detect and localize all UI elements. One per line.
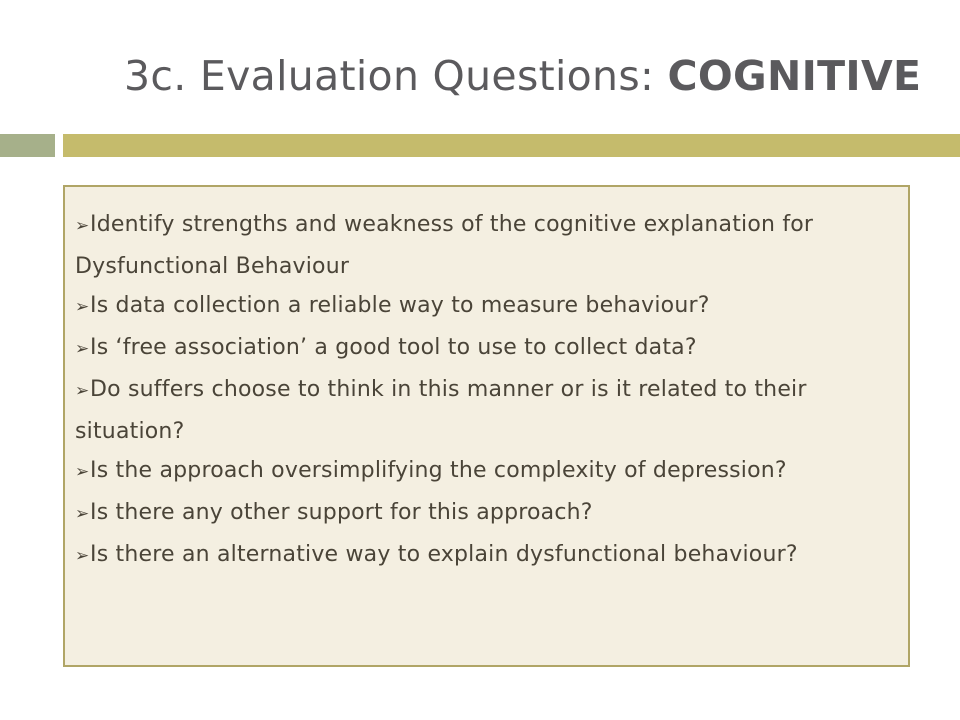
- arrow-bullet-icon: ➢: [75, 380, 90, 401]
- bullet-list: [75, 205, 900, 576]
- arrow-bullet-icon: ➢: [75, 503, 90, 524]
- bullet-text: Is the approach oversimplifying the complexity of depression?: [90, 458, 787, 484]
- bullet-text: Is there an alternative way to explain dysfunctional behaviour?: [90, 541, 798, 567]
- bullet-text: Do suffers choose to think in this manner or is it related to their situation?: [75, 376, 807, 444]
- arrow-bullet-icon: ➢: [75, 216, 90, 236]
- arrow-bullet-icon: ➢: [75, 339, 90, 360]
- bullet-item: [75, 286, 900, 328]
- bullet-item: [75, 328, 900, 370]
- bullet-text: Is ‘free association’ a good tool to use to collect data?: [90, 335, 697, 361]
- arrow-bullet-icon: ➢: [75, 297, 90, 318]
- title-emphasis: COGNITIVE: [667, 52, 922, 100]
- arrow-bullet-icon: ➢: [75, 462, 90, 483]
- bullet-text: Is there any other support for this approach?: [90, 499, 593, 525]
- slide-title: [124, 50, 921, 102]
- bullet-text: Identify strengths and weakness of the cognitive explanation for Dysfunctional Behaviour: [75, 212, 814, 279]
- bullet-item: [75, 370, 900, 451]
- content-box: [63, 185, 910, 667]
- bullet-text: Is data collection a reliable way to measure behaviour?: [90, 293, 710, 319]
- bullet-item: [75, 451, 900, 493]
- title-prefix: 3c. Evaluation Questions:: [124, 52, 668, 100]
- accent-bar-left: [0, 134, 55, 157]
- accent-bar-right: [63, 134, 960, 157]
- arrow-bullet-icon: ➢: [75, 545, 90, 566]
- bullet-item: [75, 205, 900, 286]
- bullet-item: [75, 493, 900, 535]
- bullet-item: [75, 535, 900, 577]
